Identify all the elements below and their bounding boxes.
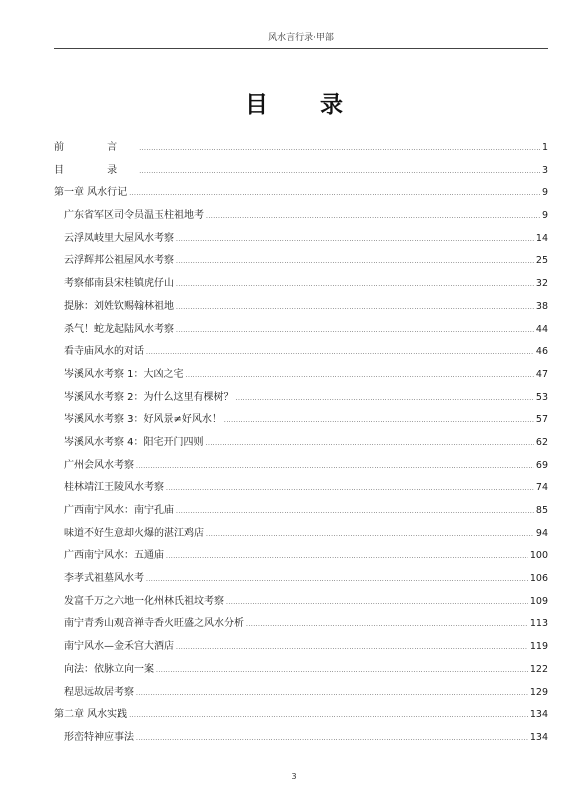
toc-entry-page: 106 xyxy=(529,573,548,585)
toc-dot-leader xyxy=(224,409,534,433)
toc-entry-title: 广西南宁风水：南宁孔庙 xyxy=(64,505,174,516)
toc-entry-title: 南宁青秀山观音禅寺香火旺盛之风水分析 xyxy=(64,618,244,630)
toc-entry-title: 广州会风水考察 xyxy=(64,459,134,471)
toc-entry-title: 广西南宁风水：五通庙 xyxy=(64,550,164,562)
toc-dot-leader xyxy=(156,659,528,683)
toc-entry-title: 看寺庙风水的对话 xyxy=(64,346,144,358)
toc-entry-page: 62 xyxy=(535,436,548,448)
toc-entry-title: 杀气！蛇龙起陆风水考察 xyxy=(64,323,174,335)
toc-entry-page: 94 xyxy=(535,527,548,539)
toc-entry-page: 1 xyxy=(541,142,548,153)
toc-dot-leader xyxy=(166,477,534,501)
toc-dot-leader xyxy=(136,727,528,751)
toc-entry-title: 云浮凤岐里大屋风水考察 xyxy=(64,232,174,244)
toc-entry xyxy=(54,455,548,478)
toc-dot-leader xyxy=(176,319,534,343)
toc-entry xyxy=(54,205,548,228)
toc-entry xyxy=(54,659,548,682)
toc-entry xyxy=(54,545,548,568)
toc-entry xyxy=(54,387,548,410)
toc-entry xyxy=(54,727,548,750)
toc-dot-leader xyxy=(246,613,528,637)
toc-dot-leader xyxy=(206,523,534,547)
toc-entry-page: 14 xyxy=(535,232,548,244)
toc-entry xyxy=(54,409,548,432)
toc-entry xyxy=(54,523,548,546)
toc-entry-page: 134 xyxy=(529,709,548,721)
toc-entry-page: 53 xyxy=(535,391,548,403)
toc-entry-page: 46 xyxy=(535,346,548,358)
toc-entry xyxy=(54,477,548,500)
toc-dot-leader xyxy=(226,591,528,615)
toc-dot-leader xyxy=(146,341,534,365)
toc-dot-leader xyxy=(206,432,534,456)
toc-entry xyxy=(54,137,548,160)
toc-entry xyxy=(54,568,548,591)
toc-entry-title: 岑溪风水考察 2：为什么这里有棵树？ xyxy=(64,391,234,403)
toc-entry xyxy=(54,182,548,205)
toc-entry xyxy=(54,228,548,251)
toc-entry xyxy=(54,250,548,273)
toc-entry-page: 3 xyxy=(541,164,548,176)
toc-entry-page: 109 xyxy=(529,595,548,607)
toc-entry-page: 129 xyxy=(529,686,548,698)
table-of-contents xyxy=(54,137,548,750)
toc-entry-title: 南宁风水—金禾宫大酒店 xyxy=(64,641,174,653)
toc-dot-leader xyxy=(176,296,534,320)
toc-entry-title: 广东省军区司令员温玉柱祖地考 xyxy=(64,210,204,222)
toc-dot-leader xyxy=(186,364,534,388)
page-number: 3 xyxy=(291,772,297,781)
toc-dot-leader xyxy=(176,273,534,297)
toc-entry-page: 9 xyxy=(541,187,548,199)
toc-dot-leader xyxy=(206,205,540,229)
toc-entry xyxy=(54,500,548,523)
toc-dot-leader xyxy=(176,636,528,660)
toc-entry-page: 134 xyxy=(529,731,548,743)
toc-entry-title: 桂林靖江王陵风水考察 xyxy=(64,482,164,494)
toc-dot-leader xyxy=(139,137,540,161)
toc-entry-title: 李孝式祖墓风水考 xyxy=(64,573,144,585)
toc-entry-page: 47 xyxy=(535,368,548,380)
toc-dot-leader xyxy=(146,568,528,592)
toc-entry xyxy=(54,613,548,636)
toc-entry-title: 岑溪风水考察 3：好风景≠好风水！ xyxy=(64,414,222,426)
toc-entry xyxy=(54,364,548,387)
toc-entry xyxy=(54,636,548,659)
toc-entry-title: 考察郁南县宋桂镇虎仔山 xyxy=(64,278,174,290)
toc-entry-title: 目 录 xyxy=(54,164,138,176)
toc-dot-leader xyxy=(166,545,528,569)
toc-entry-title: 程思远故居考察 xyxy=(64,686,134,698)
toc-dot-leader xyxy=(176,250,534,274)
toc-dot-leader xyxy=(129,704,528,728)
toc-entry xyxy=(54,704,548,727)
toc-entry-title: 味道不好生意却火爆的湛江鸡店 xyxy=(64,527,204,539)
toc-entry xyxy=(54,319,548,342)
toc-entry xyxy=(54,341,548,364)
toc-entry-page: 57 xyxy=(535,414,548,426)
toc-dot-leader xyxy=(139,160,540,184)
toc-entry-title: 提脉：刘姓钦赐翰林祖地 xyxy=(64,300,174,312)
page-title: 目 录 xyxy=(244,92,365,118)
toc-entry-title: 岑溪风水考察 1：大凶之宅 xyxy=(64,368,184,380)
toc-entry xyxy=(54,591,548,614)
toc-dot-leader xyxy=(129,182,540,206)
toc-dot-leader xyxy=(136,682,528,706)
toc-entry-title: 第一章 风水行记 xyxy=(54,187,128,199)
toc-entry xyxy=(54,682,548,705)
toc-entry-title: 发富千万之六地一化州林氏祖坟考察 xyxy=(64,595,224,607)
toc-dot-leader xyxy=(176,228,534,252)
toc-entry-page: 32 xyxy=(535,278,548,290)
toc-entry-page: 85 xyxy=(535,505,548,516)
toc-entry-page: 122 xyxy=(529,663,548,675)
toc-entry-title: 岑溪风水考察 4：阳宅开门四则 xyxy=(64,436,204,448)
toc-entry-page: 44 xyxy=(535,323,548,335)
toc-entry-title: 前 言 xyxy=(54,142,138,153)
toc-entry-title: 第二章 风水实践 xyxy=(54,709,128,721)
toc-entry-page: 38 xyxy=(535,300,548,312)
toc-entry-title: 向法：依脉立向一案 xyxy=(64,663,154,675)
toc-dot-leader xyxy=(236,387,534,411)
toc-entry xyxy=(54,273,548,296)
toc-entry-page: 25 xyxy=(535,255,548,267)
toc-entry-page: 9 xyxy=(541,210,548,222)
toc-entry xyxy=(54,432,548,455)
toc-entry-page: 113 xyxy=(529,618,548,630)
toc-entry-title: 云浮辉邦公祖屋风水考察 xyxy=(64,255,174,267)
toc-entry-page: 100 xyxy=(529,550,548,562)
toc-entry-page: 119 xyxy=(529,641,548,653)
toc-entry-title: 形峦特神应事法 xyxy=(64,731,134,743)
running-header: 风水言行录·甲部 xyxy=(54,30,548,49)
toc-entry-page: 69 xyxy=(535,459,548,471)
toc-entry-page: 74 xyxy=(535,482,548,494)
toc-entry xyxy=(54,160,548,183)
toc-dot-leader xyxy=(136,455,534,479)
toc-entry xyxy=(54,296,548,319)
toc-dot-leader xyxy=(176,500,534,524)
